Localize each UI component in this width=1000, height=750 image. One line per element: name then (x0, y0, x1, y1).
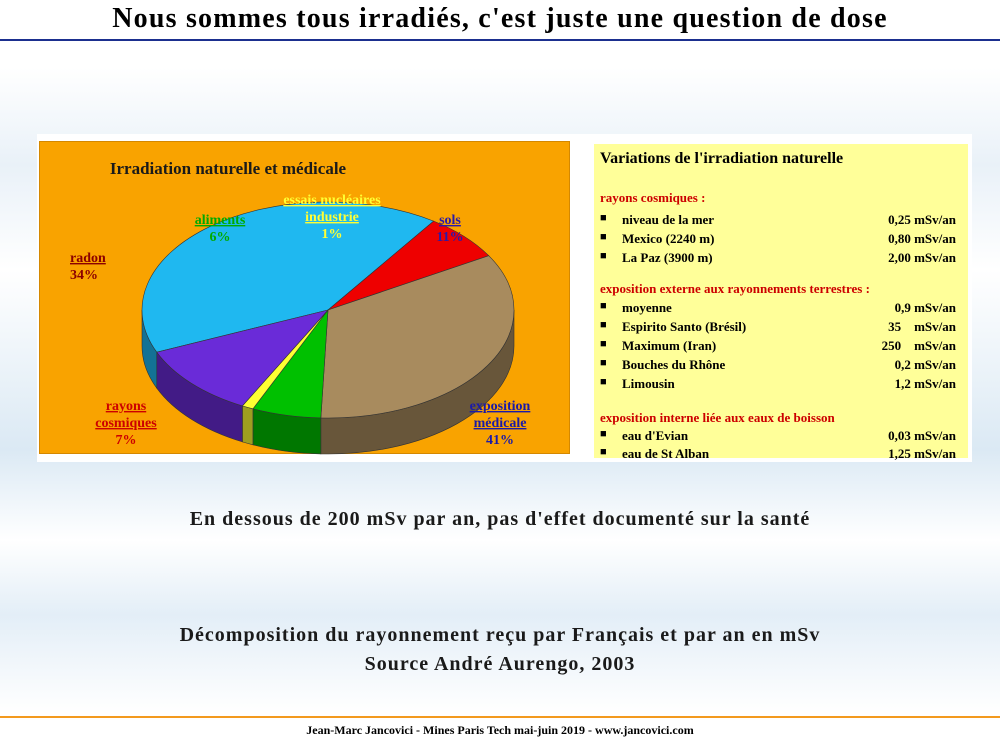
pie-side-wall (242, 406, 253, 445)
bullet-icon: ■ (600, 357, 607, 369)
title-rule (0, 39, 1000, 41)
table-row (600, 376, 956, 394)
row-label: eau de St Alban (622, 446, 710, 461)
row-value: 0,03 mSv/an (888, 428, 956, 443)
chart-panel (37, 134, 972, 462)
bullet-icon: ■ (600, 446, 607, 458)
pie-title: Irradiation naturelle et médicale (109, 159, 347, 178)
row-value: 0,2 mSv/an (894, 357, 956, 372)
dose-statement: En dessous de 200 mSv par an, pas d'effet documenté sur la santé (189, 508, 811, 530)
row-label: La Paz (3900 m) (622, 250, 713, 265)
slice-name-label: industrie (305, 210, 359, 225)
table-row (600, 231, 956, 249)
section-heading-cosmic: rayons cosmiques : (600, 190, 706, 205)
table-row (600, 357, 956, 375)
row-value: 0,80 mSv/an (888, 231, 956, 246)
bullet-icon: ■ (600, 376, 607, 388)
table-row (600, 446, 956, 464)
natural-irradiation-table (594, 144, 968, 461)
row-label: Maximum (Iran) (622, 338, 717, 353)
slice-percent-label: 7% (115, 433, 137, 448)
table-row (600, 338, 956, 356)
row-value: 2,00 mSv/an (888, 250, 956, 265)
bullet-icon: ■ (600, 250, 607, 262)
slice-name-label: essais nucléaires (283, 193, 381, 208)
table-row (600, 428, 956, 446)
chart-caption: Décomposition du rayonnement reçu par Français et par an en mSv (179, 624, 821, 646)
row-value: 0,25 mSv/an (888, 212, 956, 227)
slice-percent-label: 34% (70, 268, 98, 283)
slice-name-label: aliments (194, 213, 246, 228)
section-heading-water: exposition interne liée aux eaux de boisson (600, 410, 835, 425)
row-value: 1,2 mSv/an (894, 376, 956, 391)
slice-name-label: radon (70, 251, 106, 266)
slice-percent-label: 41% (486, 433, 514, 448)
slice-name-label: exposition (469, 399, 531, 414)
row-label: Mexico (2240 m) (622, 231, 715, 246)
table-title: Variations de l'irradiation naturelle (600, 150, 844, 167)
table-row (600, 319, 956, 337)
row-label: Limousin (622, 376, 675, 391)
row-value: 0,9 mSv/an (894, 300, 956, 315)
bullet-icon: ■ (600, 231, 607, 243)
row-label: Espirito Santo (Brésil) (622, 319, 747, 334)
slice-name-label: rayons (105, 399, 147, 414)
row-label: niveau de la mer (622, 212, 715, 227)
slice-percent-label: 1% (321, 227, 343, 242)
row-label: moyenne (622, 300, 672, 315)
bullet-icon: ■ (600, 300, 607, 312)
footer-rule (0, 716, 1000, 718)
bullet-icon: ■ (600, 212, 607, 224)
bullet-icon: ■ (600, 338, 607, 350)
table-row (600, 250, 956, 268)
slice-name-label: médicale (473, 416, 527, 431)
row-value: 35 mSv/an (888, 319, 956, 334)
table-row (600, 212, 956, 230)
section-heading-external: exposition externe aux rayonnements terrestres : (600, 281, 870, 296)
footer-text: Jean-Marc Jancovici - Mines Paris Tech mai-juin 2019 - www.jancovici.com (306, 723, 694, 737)
slice-name-label: sols (439, 213, 461, 228)
row-label: Bouches du Rhône (622, 357, 726, 372)
chart-source: Source André Aurengo, 2003 (364, 653, 636, 675)
bullet-icon: ■ (600, 319, 607, 331)
slice-name-label: cosmiques (95, 416, 157, 431)
row-value: 250 mSv/an (881, 338, 956, 353)
row-value: 1,25 mSv/an (888, 446, 956, 461)
row-label: eau d'Evian (622, 428, 689, 443)
pie-chart (39, 141, 570, 454)
bullet-icon: ■ (600, 428, 607, 440)
slide-title: Nous sommes tous irradiés, c'est juste une question de dose (112, 3, 888, 34)
slice-percent-label: 6% (209, 230, 231, 245)
slice-percent-label: 11% (436, 230, 464, 245)
pie-chart-svg (40, 142, 571, 455)
table-row (600, 300, 956, 318)
